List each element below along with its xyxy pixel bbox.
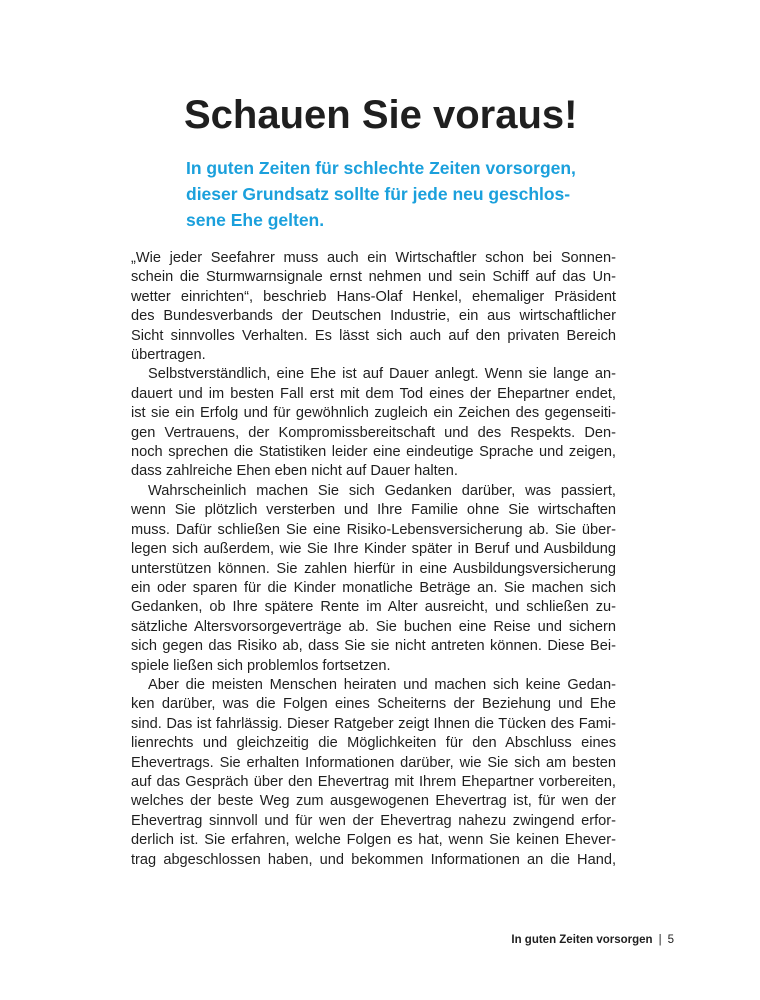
- text-line: unterstützen können. Sie zahlen hierfür in eine Ausbildungsversicherung: [131, 560, 616, 577]
- paragraph: [131, 249, 616, 365]
- text-line: Ehevertrag sinnvoll und für wen der Ehevertrag nahezu zwingend erfor-: [131, 812, 616, 829]
- text-line: Wahrscheinlich machen Sie sich Gedanken darüber, was passiert,: [148, 482, 616, 499]
- text-line: welches der beste Weg zum ausgewogenen Ehevertrag ist, für wen der: [131, 793, 616, 810]
- page-footer: [511, 932, 674, 948]
- text-line: Ehevertrags. Sie erhalten Informationen darüber, wie Sie sich am besten: [131, 754, 616, 771]
- text-line: lienrechts und gleichzeitig die Möglichkeiten für den Abschluss eines: [131, 735, 616, 752]
- subtitle: [186, 155, 616, 233]
- text-line: des Bundesverbands der Deutschen Industrie, ein aus wirtschaftlicher: [131, 308, 616, 325]
- text-line: gen Vertrauens, der Kompromissbereitschaft und des Respekts. Den-: [131, 424, 616, 441]
- footer-separator: |: [658, 934, 662, 946]
- text-line: muss. Dafür schließen Sie eine Risiko-Lebensversicherung ab. Sie über-: [131, 521, 616, 538]
- text-line: sind. Das ist fahrlässig. Dieser Ratgeber zeigt Ihnen die Tücken des Fami-: [131, 715, 616, 732]
- text-line: sätzliche Altersvorsorgeverträge ab. Sie buchen eine Reise und sichern: [131, 618, 616, 635]
- subtitle-line: sene Ehe gelten.: [186, 210, 325, 230]
- text-line: Sicht sinnvolles Verhalten. Es lässt sich auch auf den privaten Bereich: [131, 327, 616, 344]
- text-line: Selbstverständlich, eine Ehe ist auf Dauer anlegt. Wenn sie lange an-: [148, 366, 616, 383]
- text-line: ein oder sparen für die Kinder monatliche Beträge an. Sie machen sich: [131, 579, 616, 596]
- text-line: derlich ist. Sie erfahren, welche Folgen es hat, wenn Sie keinen Ehever-: [131, 832, 616, 849]
- page-number: 5: [667, 934, 674, 946]
- page-title: Schauen Sie voraus!: [184, 93, 578, 137]
- text-line: schein die Sturmwarnsignale ernst nehmen und sein Schiff auf das Un-: [131, 269, 616, 286]
- text-line: dass zahlreiche Ehen eben nicht auf Dauer halten.: [131, 463, 458, 480]
- text-line: dauert und im besten Fall erst mit dem Tod eines der Ehepartner endet,: [131, 385, 616, 402]
- text-line: noch sprechen die Statistiken leider eine eindeutige Sprache und zeigen,: [131, 444, 616, 461]
- text-line: Gedanken, ob Ihre spätere Rente im Alter ausreicht, und schließen zu-: [131, 599, 616, 616]
- paragraph: [131, 365, 616, 481]
- text-line: sich gegen das Risiko ab, dass Sie sie nicht antreten können. Diese Bei-: [131, 638, 616, 655]
- paragraph: [131, 482, 616, 676]
- text-line: auf das Gespräch über den Ehevertrag mit Ihrem Ehepartner vorbereiten,: [131, 773, 616, 790]
- text-line: legen sich außerdem, wie Sie Ihre Kinder später in Beruf und Ausbildung: [131, 541, 616, 558]
- text-line: ken darüber, was die Folgen eines Scheiterns der Beziehung und Ehe: [131, 696, 616, 713]
- running-title: In guten Zeiten vorsorgen: [511, 934, 653, 946]
- text-line: spiele ließen sich problemlos fortsetzen.: [131, 657, 391, 674]
- text-line: ist sie ein Erfolg und für gewöhnlich zugleich ein Zeichen des gegenseiti-: [131, 405, 616, 422]
- text-line: „Wie jeder Seefahrer muss auch ein Wirtschaftler schon bei Sonnen-: [131, 250, 616, 266]
- text-line: trag abgeschlossen haben, und bekommen Informationen an die Hand,: [131, 851, 616, 868]
- subtitle-line: dieser Grundsatz sollte für jede neu geschlos-: [186, 184, 571, 204]
- subtitle-line: In guten Zeiten für schlechte Zeiten vorsorgen,: [186, 158, 576, 178]
- text-line: wetter einrichten“, beschrieb Hans-Olaf Henkel, ehemaliger Präsident: [131, 288, 616, 305]
- body-text: [131, 249, 616, 870]
- text-line: Aber die meisten Menschen heiraten und machen sich keine Gedan-: [148, 676, 616, 693]
- text-line: übertragen.: [131, 347, 206, 364]
- text-line: wenn Sie plötzlich versterben und Ihre Familie ohne Sie wirtschaften: [131, 502, 616, 519]
- paragraph: [131, 676, 616, 870]
